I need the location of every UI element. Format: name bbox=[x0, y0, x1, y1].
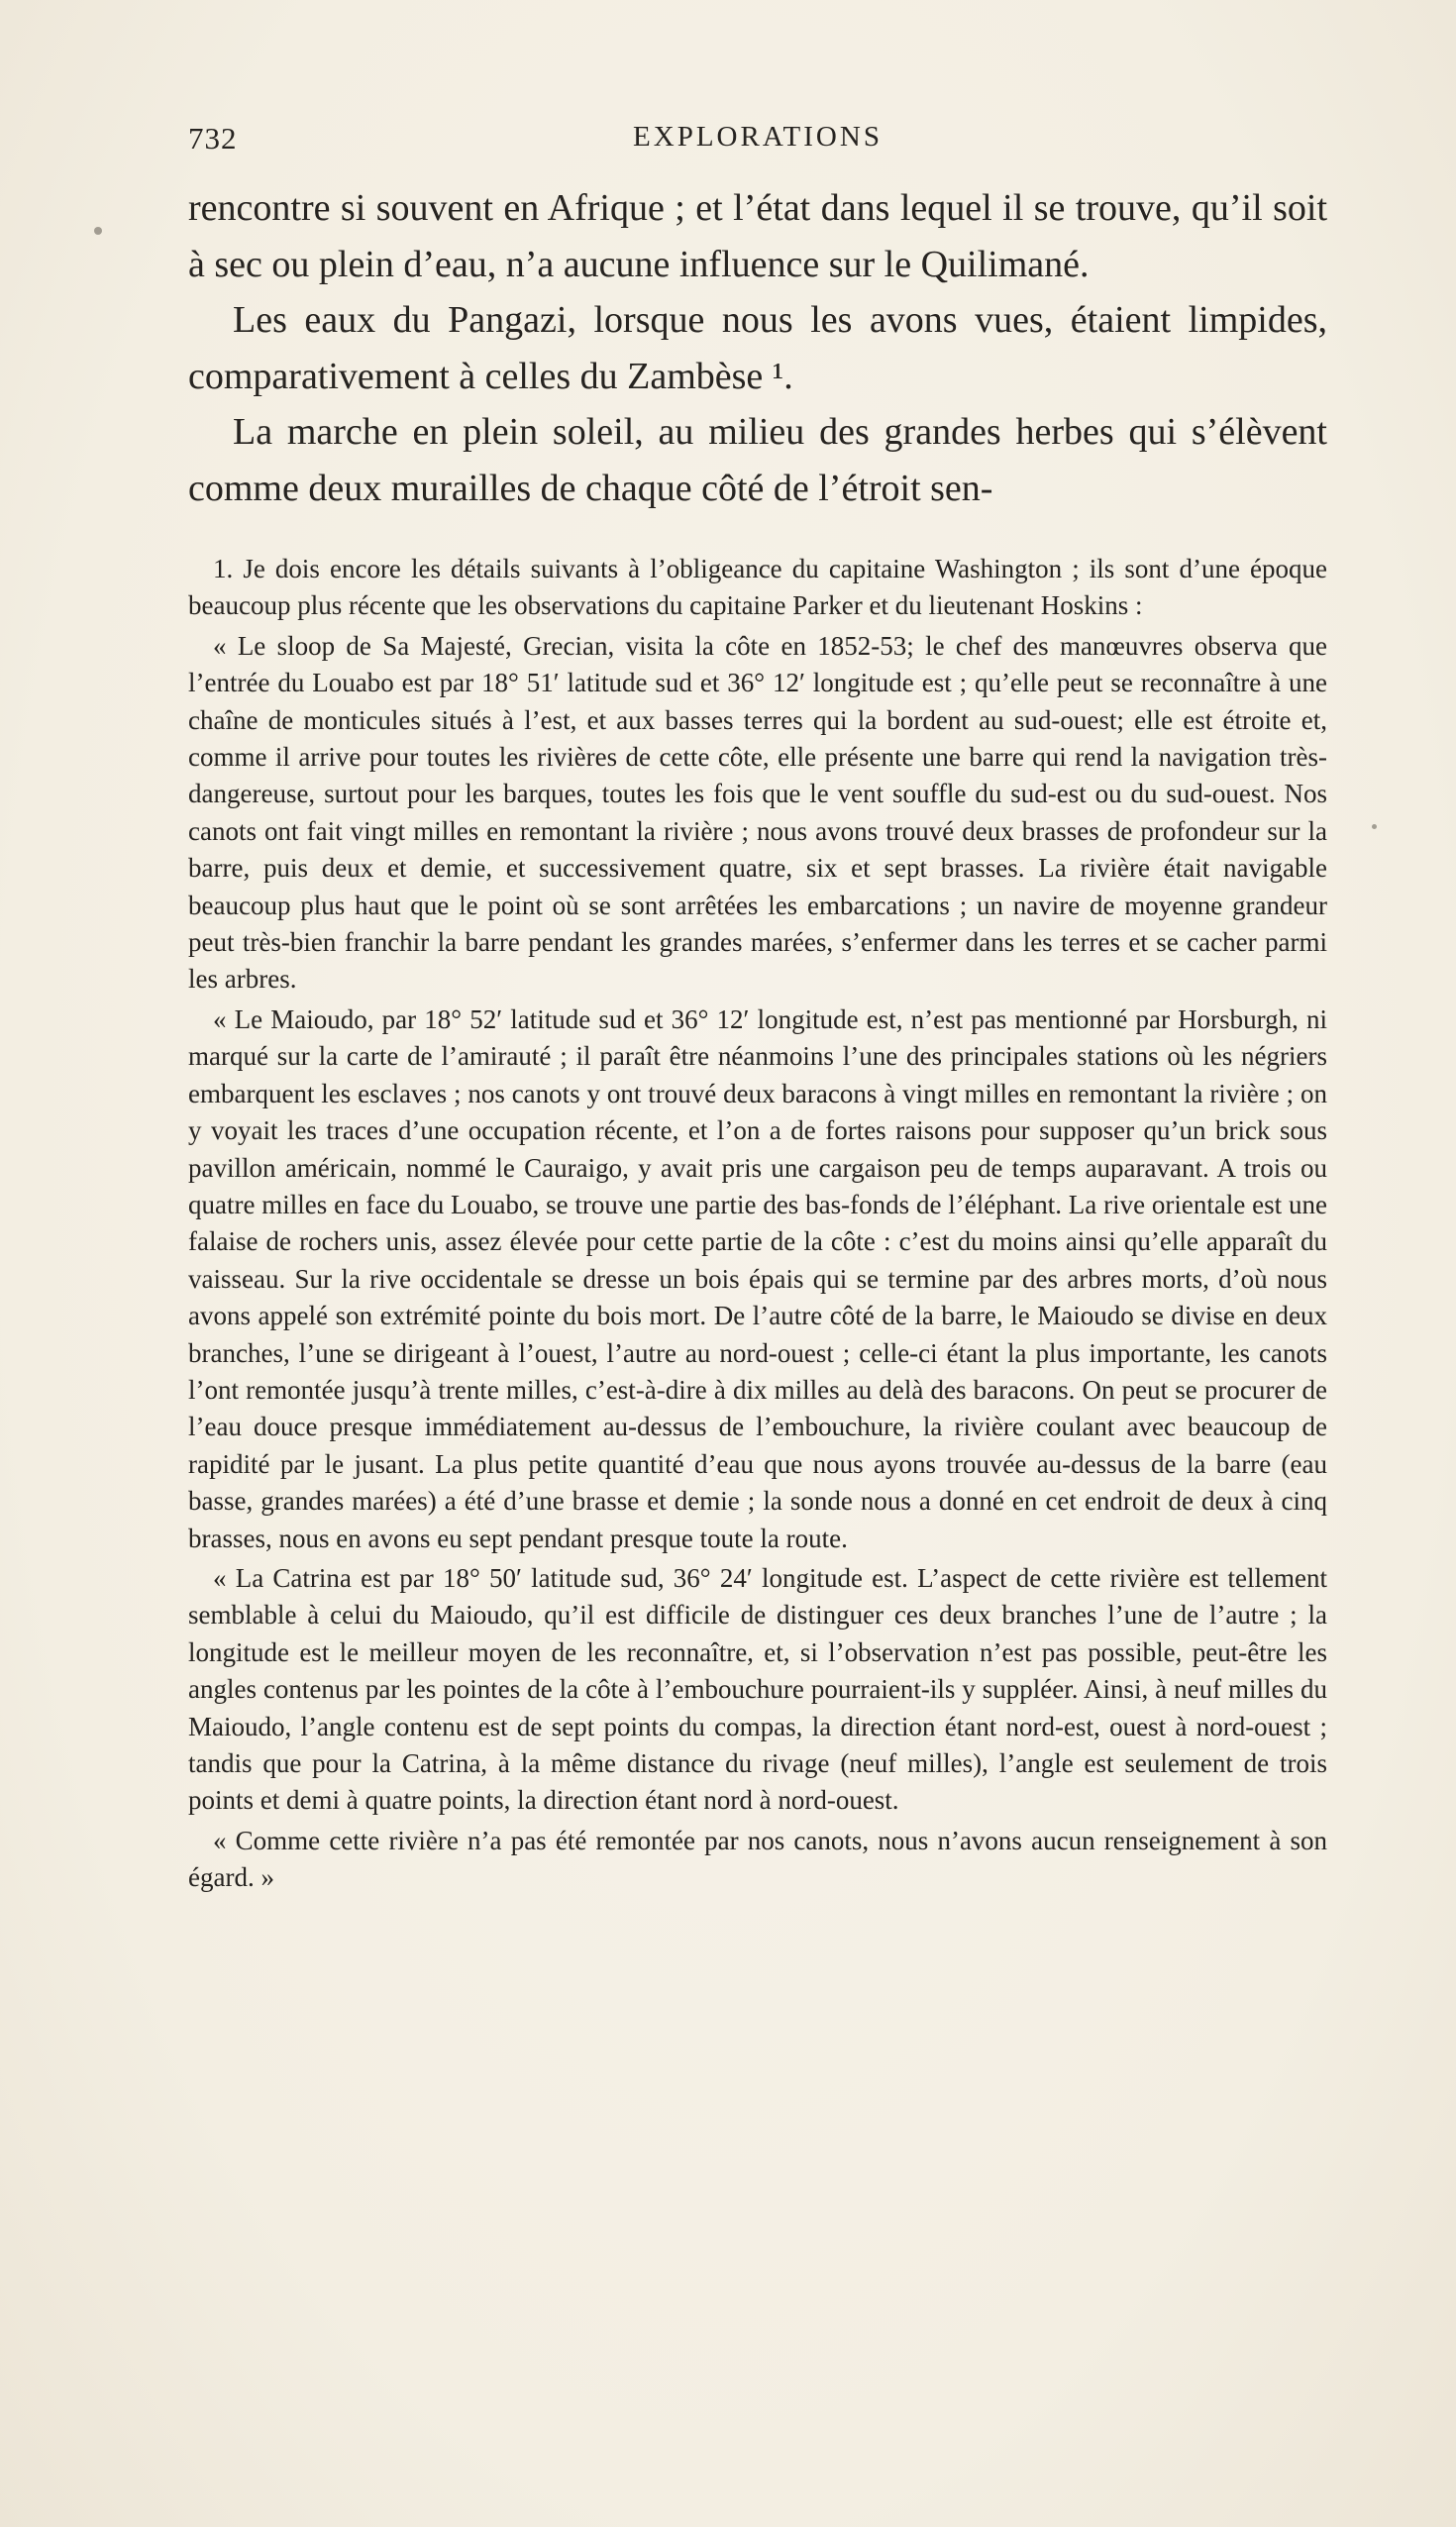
main-paragraph: La marche en plein soleil, au milieu des grandes herbes qui s’élèvent comme deux murailles de chaque côté de l’étroit sen- bbox=[188, 411, 1327, 509]
main-text bbox=[188, 180, 1327, 516]
running-head bbox=[188, 121, 1327, 160]
running-title: EXPLORATIONS bbox=[633, 121, 883, 153]
main-paragraph: rencontre si souvent en Afrique ; et l’état dans lequel il se trouve, qu’il soit à sec ou plein d’eau, n’a aucune influence sur le Quilimané. bbox=[188, 187, 1327, 285]
footnote-paragraph: 1. Je dois encore les détails suivants à l’obligeance du capitaine Washington ; ils sont d’une époque beaucoup plus récente que les observations du capitaine Parker et du lieutenant Hoskins : bbox=[188, 554, 1327, 621]
paper-speck bbox=[94, 227, 102, 235]
footnote-paragraph: « La Catrina est par 18° 50′ latitude sud, 36° 24′ longitude est. L’aspect de cette rivière est tellement semblable à celui du Maioudo, qu’il est difficile de distinguer ces deux branches l’une de l’autre ; la longitude est le meilleur moyen de les reconnaître, et, si l’observation n’est pas possible, peut-être les angles contenus par les pointes de la côte à l’embouchure pourraient-ils y suppléer. Ainsi, à neuf milles du Maioudo, l’angle contenu est de sept points du compas, la direction étant nord-est, ouest à nord-ouest ; tandis que pour la Catrina, à la même distance du rivage (neuf milles), l’angle est seulement de trois points et demi à quatre points, la direction étant nord à nord-ouest. bbox=[188, 1562, 1327, 1816]
page-number: 732 bbox=[188, 121, 238, 156]
footnote-paragraph: « Comme cette rivière n’a pas été remontée par nos canots, nous n’avons aucun renseignement à son égard. » bbox=[188, 1825, 1327, 1893]
footnotes bbox=[188, 551, 1327, 1897]
footnote-paragraph: « Le sloop de Sa Majesté, Grecian, visita la côte en 1852-53; le chef des manœuvres observa que l’entrée du Louabo est par 18° 51′ latitude sud et 36° 12′ longitude est ; qu’elle peut se reconnaître à une chaîne de monticules situés à l’est, et aux basses terres qui la bordent au sud-ouest; elle est étroite et, comme il arrive pour toutes les rivières de cette côte, elle présente une barre qui rend la navigation très-dangereuse, surtout pour les barques, toutes les fois que le vent souffle du sud-est ou du sud-ouest. Nos canots ont fait vingt milles en remontant la rivière ; nous avons trouvé deux brasses de profondeur sur la barre, puis deux et demie, et successivement quatre, six et sept brasses. La rivière était navigable beaucoup plus haut que le point où se sont arrêtées les embarcations ; un navire de moyenne grandeur peut très-bien franchir la barre pendant les grandes marées, s’enfermer dans les terres et se cacher parmi les arbres. bbox=[188, 630, 1327, 995]
footnote-paragraph: « Le Maioudo, par 18° 52′ latitude sud et 36° 12′ longitude est, n’est pas mentionné par Horsburgh, ni marqué sur la carte de l’amirauté ; il paraît être néanmoins l’une des principales stations où les négriers embarquent les esclaves ; nos canots y ont trouvé deux baracons à vingt milles en remontant la rivière ; on y voyait les traces d’une occupation récente, et l’on a de fortes raisons pour supposer qu’un brick sous pavillon américain, nommé le Cauraigo, y avait pris une cargaison peu de temps auparavant. A trois ou quatre milles en face du Louabo, se trouve une partie des bas-fonds de l’éléphant. La rive orientale est une falaise de rochers unis, assez élevée pour cette partie de la côte : c’est du moins ainsi qu’elle apparaît du vaisseau. Sur la rive occidentale se dresse un bois épais qui se termine par des arbres morts, d’où nous avons appelé son extrémité pointe du bois mort. De l’autre côté de la barre, le Maioudo se divise en deux branches, l’une se dirigeant à l’ouest, l’autre au nord-ouest ; celle-ci étant la plus importante, les canots l’ont remontée jusqu’à trente milles, c’est-à-dire à dix milles au delà des baracons. On peut se procurer de l’eau douce presque immédiatement au-dessus de l’embouchure, la rivière coulant avec beaucoup de rapidité par le jusant. La plus petite quantité d’eau que nous ayons trouvée au-dessus de la barre (eau basse, grandes marées) a été d’une brasse et demie ; la sonde nous a donné en cet endroit de deux à cinq brasses, nous en avons eu sept pendant presque toute la route. bbox=[188, 1003, 1327, 1553]
paper-speck bbox=[1372, 824, 1377, 829]
main-paragraph: Les eaux du Pangazi, lorsque nous les avons vues, étaient limpides, comparativement à celles du Zambèse ¹. bbox=[188, 299, 1327, 397]
